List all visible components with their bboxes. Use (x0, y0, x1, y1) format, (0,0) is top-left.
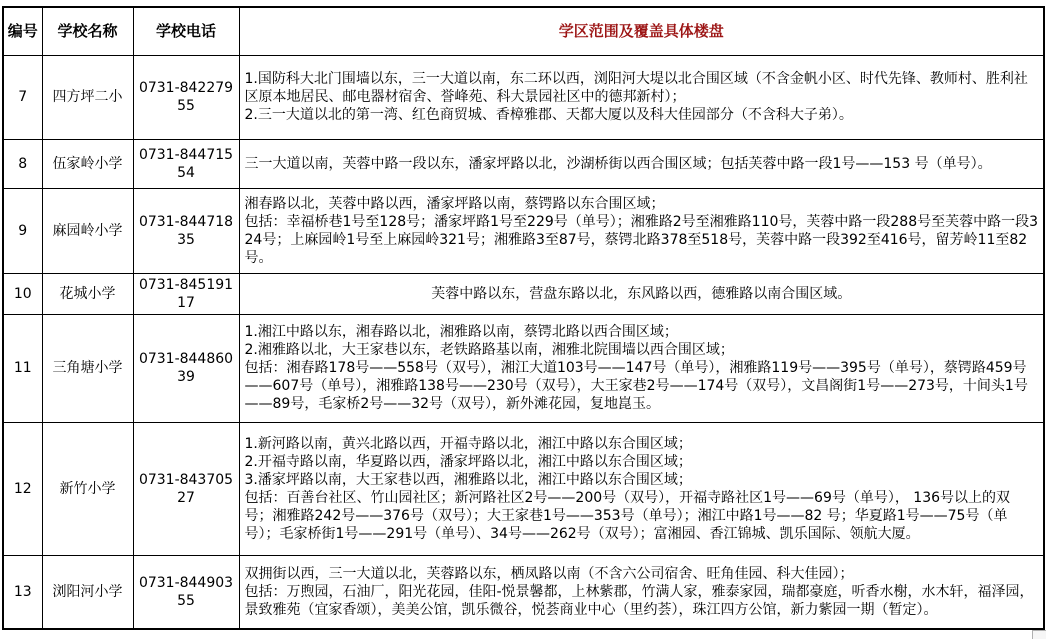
cell-school-name: 四方坪二小 (42, 55, 133, 139)
cell-school-name: 伍家岭小学 (42, 139, 133, 188)
header-school-name: 学校名称 (42, 7, 133, 55)
cell-id: 9 (3, 188, 42, 273)
header-id: 编号 (3, 7, 42, 55)
cell-school-name: 三角塘小学 (42, 314, 133, 422)
cell-district-range: 1.湘江中路以东，湘春路以北，湘雅路以南，蔡锷北路以西合围区域； 2.湘雅路以北，大王家巷以东，老铁路路基以南，湘雅北院围墙以西合围区域； 包括：湘春路178号——558号（双号），湘江大道103号——147号（单号），湘雅路119号——395号（单号），蔡锷路459号——607号（单号），湘雅路138号——230号（双号），大王家巷2号——174号（双号），文昌阁街1号——273号，十间头1号——89号，毛家桥2号——32号（双号），新外滩花园，复地崑玉。 (239, 314, 1044, 422)
table-row (3, 139, 1044, 188)
cell-id: 7 (3, 55, 42, 139)
cell-school-phone: 0731-84471554 (133, 139, 239, 188)
cell-school-phone: 0731-84370527 (133, 422, 239, 555)
cell-district-range: 三一大道以南，芙蓉中路一段以东，潘家坪路以北，沙湖桥街以西合围区域；包括芙蓉中路一段1号——153 号（单号）。 (239, 139, 1044, 188)
table-row (3, 273, 1044, 314)
cell-school-phone: 0731-84490355 (133, 555, 239, 629)
table-header-row (3, 7, 1044, 55)
table-row (3, 422, 1044, 555)
cell-school-name: 新竹小学 (42, 422, 133, 555)
cell-district-range: 芙蓉中路以东，营盘东路以北，东风路以西，德雅路以南合围区域。 (239, 273, 1044, 314)
header-district-range: 学区范围及覆盖具体楼盘 (239, 7, 1044, 55)
cell-id: 8 (3, 139, 42, 188)
cell-id: 11 (3, 314, 42, 422)
table-row (3, 555, 1044, 629)
cell-school-name: 浏阳河小学 (42, 555, 133, 629)
cell-id: 10 (3, 273, 42, 314)
cell-school-phone: 0731-84519117 (133, 273, 239, 314)
scrollbar-corner (1032, 630, 1046, 639)
cell-school-phone: 0731-84471835 (133, 188, 239, 273)
cell-id: 13 (3, 555, 42, 629)
table-row (3, 188, 1044, 273)
school-district-table (2, 6, 1045, 630)
cell-school-name: 花城小学 (42, 273, 133, 314)
table-row (3, 314, 1044, 422)
header-school-phone: 学校电话 (133, 7, 239, 55)
cell-district-range: 1.新河路以南，黄兴北路以西，开福寺路以北，湘江中路以东合围区域； 2.开福寺路以南，华夏路以西，潘家坪路以北，湘江中路以东合围区域； 3.潘家坪路以南，大王家巷以西，湘雅路以北，湘江中路以东合围区域； 包括：百善台社区、竹山园社区；新河路社区2号——200号（双号），开福寺路社区1号——69号（单号）， 136号以上的双号；湘雅路242号——376号（双号）；大王家巷1号——353号（单号）；湘江中路1号——82 号；华夏路1号——75号（单号）；毛家桥街1号——291号（单号）、34号——262号（双号）；富湘园、香江锦城、凯乐国际、领航大厦。 (239, 422, 1044, 555)
cell-school-phone: 0731-84227955 (133, 55, 239, 139)
cell-school-phone: 0731-84486039 (133, 314, 239, 422)
cell-school-name: 麻园岭小学 (42, 188, 133, 273)
cell-district-range: 1.国防科大北门围墙以东，三一大道以南，东二环以西，浏阳河大堤以北合围区域（不含金帆小区、时代先锋、教师村、胜利社区原本地居民、邮电器材宿舍、誉峰苑、科大景园社区中的德邦新村）； 2.三一大道以北的第一湾、红色商贸城、香樟雅郡、天都大厦以及科大佳园部分（不含科大子弟）。 (239, 55, 1044, 139)
cell-id: 12 (3, 422, 42, 555)
cell-district-range: 双拥街以西，三一大道以北，芙蓉路以东，栖凤路以南（不含六公司宿舍、旺角佳园、科大佳园）； 包括：万煦园，石油厂，阳光花园，佳阳-悦景馨都，上林紫郡，竹满人家，雅泰家园，瑞都豪庭，听香水榭，水木轩，福泽园，景致雅苑（宜家香颂），美美公馆，凯乐微谷，悦荟商业中心（里约荟），珠江四方公馆，新力紫园一期（暂定）。 (239, 555, 1044, 629)
cell-district-range: 湘春路以北，芙蓉中路以西，潘家坪路以南，蔡锷路以东合围区域； 包括：幸福桥巷1号至128号；潘家坪路1号至229号（单号）；湘雅路2号至湘雅路110号，芙蓉中路一段288号至芙蓉中路一段324号；上麻园岭1号至上麻园岭321号；湘雅路3至87号，蔡锷北路378至518号，芙蓉中路一段392至416号，留芳岭11至82号。 (239, 188, 1044, 273)
table-row (3, 55, 1044, 139)
